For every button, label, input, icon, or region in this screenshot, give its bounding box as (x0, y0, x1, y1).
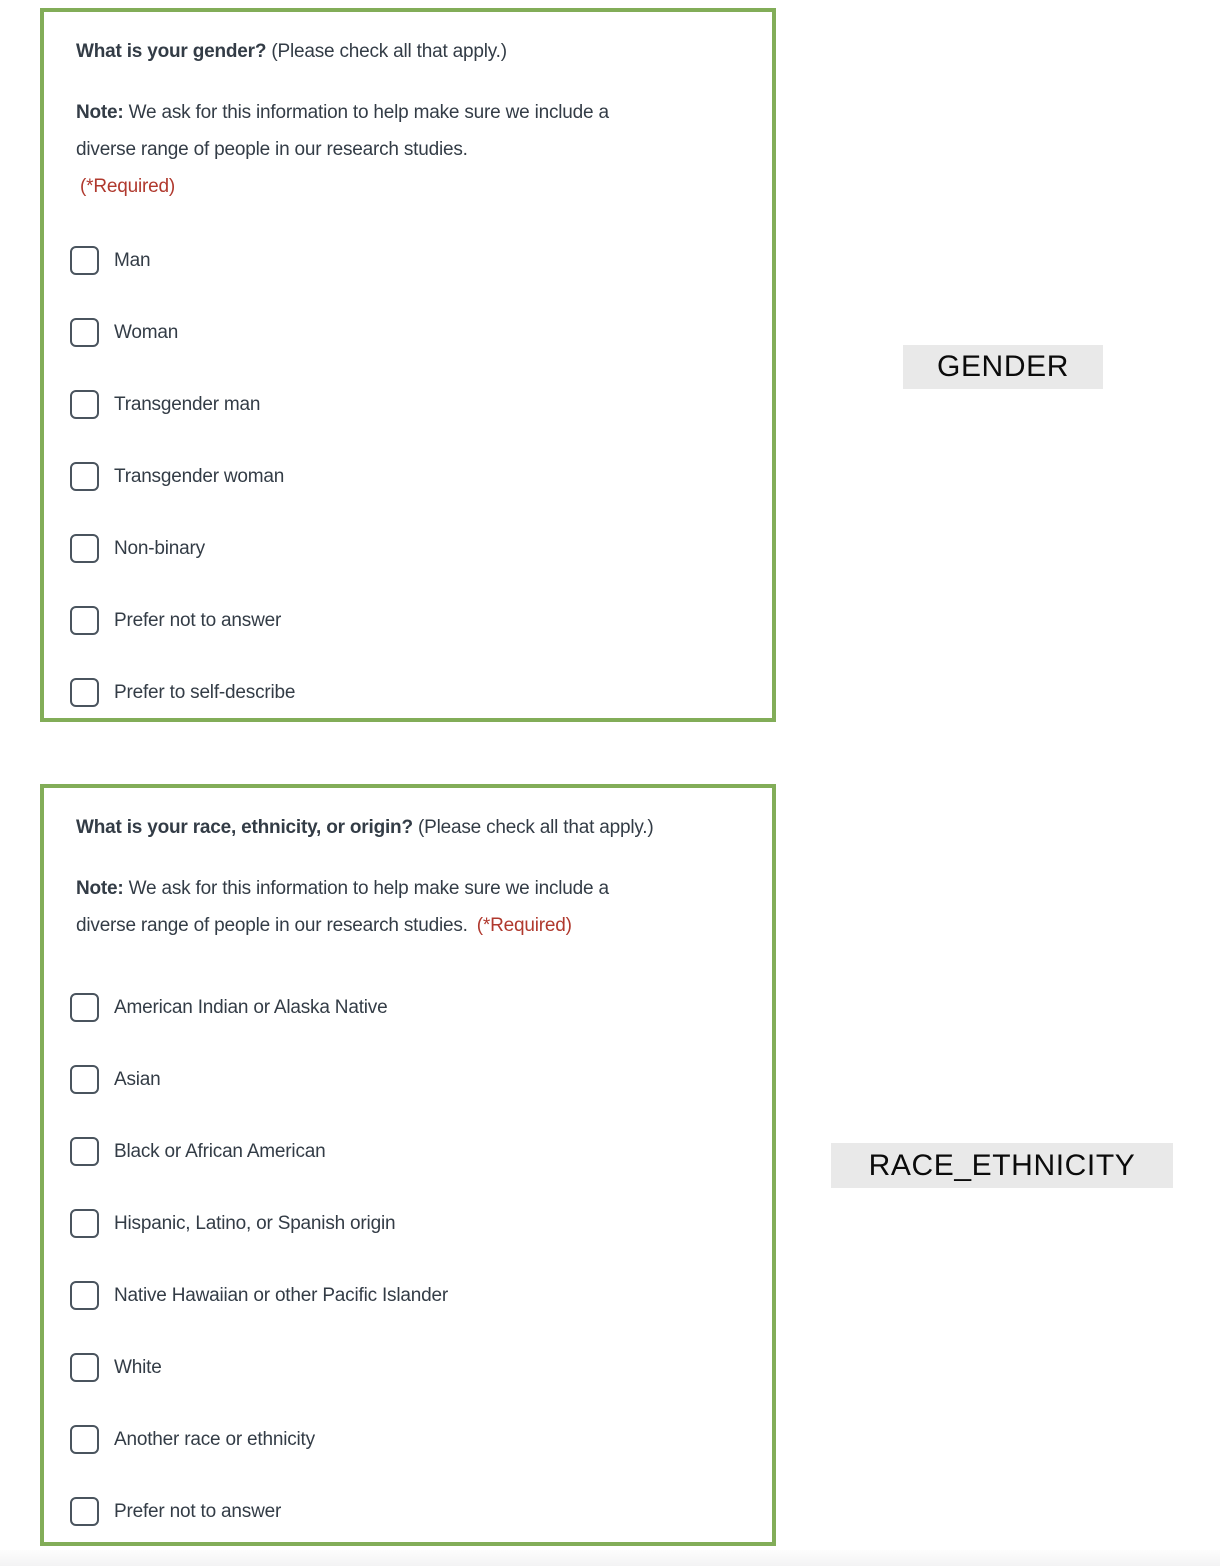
gender-note-line1: We ask for this information to help make sure we include a (128, 102, 609, 123)
checkbox-option-row[interactable] (70, 462, 744, 491)
gender-options-list (70, 246, 744, 707)
gender-note-line2: diverse range of people in our research studies. (76, 139, 468, 160)
race-note-line2: diverse range of people in our research studies. (76, 915, 468, 936)
checkbox-option-label[interactable]: Woman (114, 321, 179, 343)
checkbox-option-row[interactable] (70, 1137, 744, 1166)
checkbox-option-label[interactable]: Non-binary (114, 537, 205, 559)
race-required-text: (*Required) (476, 915, 572, 936)
checkbox-option-row[interactable] (70, 993, 744, 1022)
checkbox-option-label[interactable]: Transgender man (114, 393, 261, 415)
checkbox-option-label[interactable]: Prefer not to answer (114, 1500, 282, 1522)
race-options-list (70, 993, 744, 1526)
checkbox-option-row[interactable] (70, 1353, 744, 1382)
checkbox-option-label[interactable]: Transgender woman (114, 465, 285, 487)
checkbox[interactable] (70, 462, 99, 491)
gender-question-text (70, 38, 744, 66)
checkbox-option-row[interactable] (70, 1281, 744, 1310)
checkbox-option-row[interactable] (70, 1065, 744, 1094)
race-question-bold: What is your race, ethnicity, or origin? (76, 817, 413, 838)
checkbox-option-label[interactable]: Black or African American (114, 1140, 326, 1162)
checkbox-option-row[interactable] (70, 606, 744, 635)
checkbox-option-row[interactable] (70, 1497, 744, 1526)
checkbox-option-label[interactable]: Prefer not to answer (114, 609, 282, 631)
checkbox[interactable] (70, 1209, 99, 1238)
checkbox[interactable] (70, 1425, 99, 1454)
checkbox-option-row[interactable] (70, 246, 744, 275)
checkbox-option-label[interactable]: American Indian or Alaska Native (114, 996, 388, 1018)
page-bottom-strip (0, 1550, 1220, 1566)
checkbox[interactable] (70, 1497, 99, 1526)
race-question-rest: (Please check all that apply.) (417, 817, 654, 838)
gender-question-rest: (Please check all that apply.) (271, 41, 507, 62)
gender-question-bold: What is your gender? (76, 41, 267, 62)
checkbox-option-label[interactable]: White (114, 1356, 162, 1378)
gender-required-text: (*Required) (80, 176, 175, 197)
gender-annotation-label: GENDER (903, 345, 1103, 389)
checkbox-option-label[interactable]: Prefer to self-describe (114, 681, 296, 703)
race-note-bold: Note: (76, 878, 124, 899)
checkbox-option-row[interactable] (70, 678, 744, 707)
checkbox-option-row[interactable] (70, 1425, 744, 1454)
checkbox-option-row[interactable] (70, 534, 744, 563)
checkbox[interactable] (70, 246, 99, 275)
gender-question-box (40, 8, 776, 722)
checkbox-option-row[interactable] (70, 318, 744, 347)
checkbox[interactable] (70, 1137, 99, 1166)
checkbox[interactable] (70, 318, 99, 347)
checkbox[interactable] (70, 1065, 99, 1094)
checkbox-option-label[interactable]: Asian (114, 1068, 161, 1090)
checkbox-option-label[interactable]: Native Hawaiian or other Pacific Islander (114, 1284, 448, 1306)
checkbox-option-label[interactable]: Hispanic, Latino, or Spanish origin (114, 1212, 396, 1234)
checkbox[interactable] (70, 1281, 99, 1310)
checkbox[interactable] (70, 993, 99, 1022)
checkbox[interactable] (70, 390, 99, 419)
gender-note-bold: Note: (76, 102, 124, 123)
checkbox[interactable] (70, 534, 99, 563)
race-note-text (70, 870, 744, 944)
checkbox[interactable] (70, 678, 99, 707)
race-question-text (70, 814, 744, 842)
race-ethnicity-annotation-label: RACE_ETHNICITY (831, 1143, 1173, 1188)
checkbox[interactable] (70, 1353, 99, 1382)
checkbox-option-label[interactable]: Man (114, 249, 151, 271)
checkbox-option-row[interactable] (70, 390, 744, 419)
race-note-line1: We ask for this information to help make sure we include a (128, 878, 609, 899)
checkbox-option-label[interactable]: Another race or ethnicity (114, 1428, 315, 1450)
checkbox-option-row[interactable] (70, 1209, 744, 1238)
race-ethnicity-question-box (40, 784, 776, 1546)
gender-note-text (70, 94, 744, 205)
checkbox[interactable] (70, 606, 99, 635)
